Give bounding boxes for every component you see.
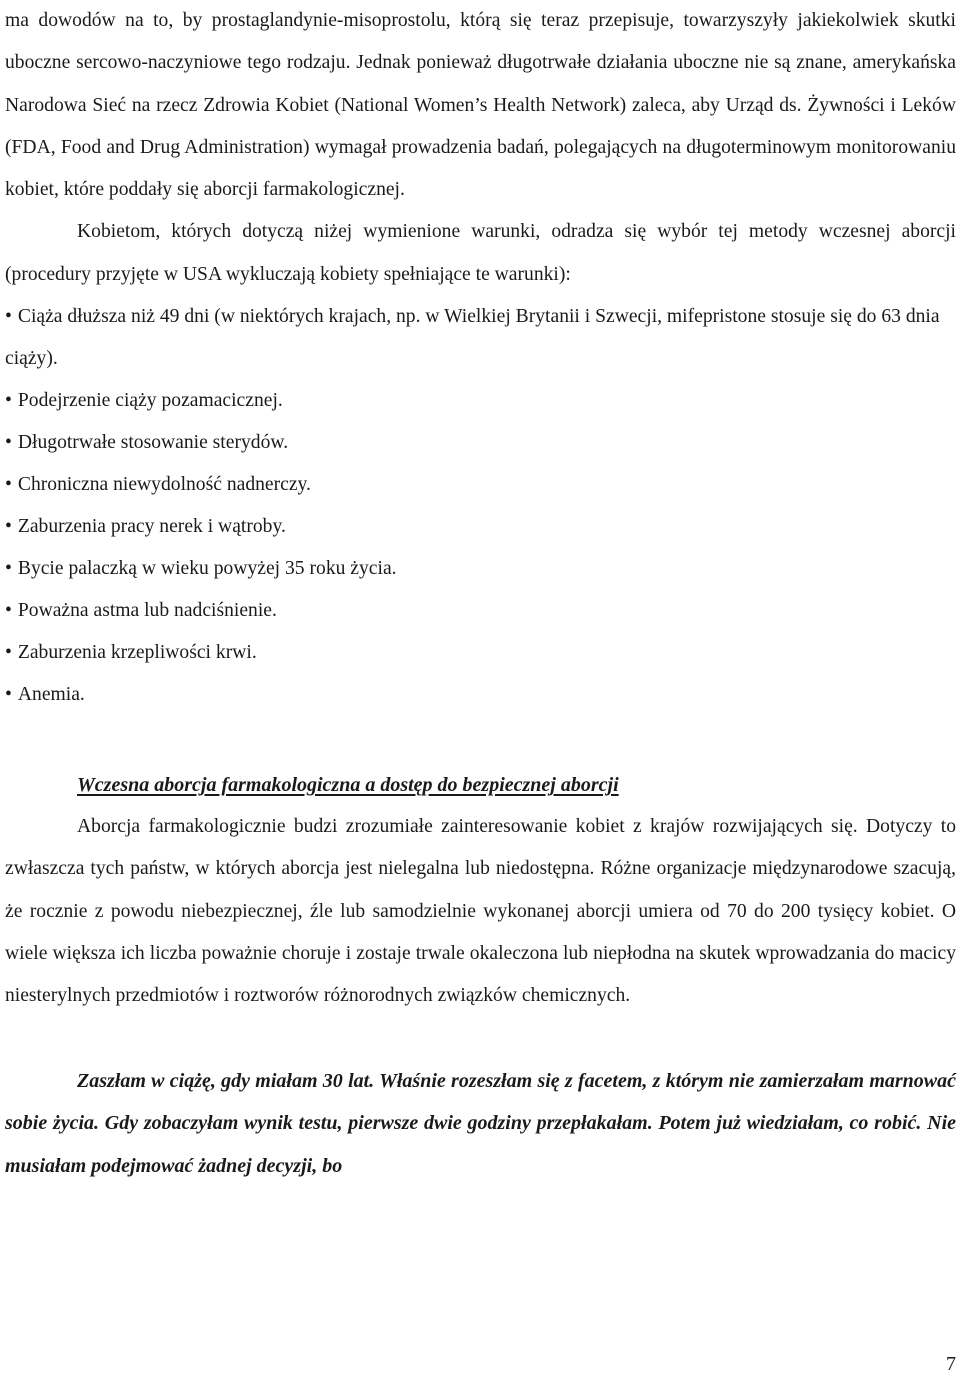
bullet-icon: •: [5, 390, 12, 412]
list-item-text: Chroniczna niewydolność nadnerczy.: [17, 474, 311, 496]
list-item: [5, 296, 956, 380]
list-item: [5, 590, 956, 632]
document-page: [5, 0, 956, 1187]
list-item-text: Zaburzenia krzepliwości krwi.: [17, 642, 257, 664]
bullet-icon: •: [5, 642, 12, 664]
list-item-text: Bycie palaczką w wieku powyżej 35 roku życia.: [17, 558, 397, 580]
bullet-icon: •: [5, 684, 12, 706]
list-item: [5, 464, 956, 506]
list-item-text: Anemia.: [17, 684, 85, 706]
bullet-icon: •: [5, 558, 12, 580]
list-item: [5, 506, 956, 548]
bullet-icon: •: [5, 306, 12, 328]
paragraph-section-body: Aborcja farmakologicznie budzi zrozumiałe zainteresowanie kobiet z krajów rozwijających się. Dotyczy to zwłaszcza tych państw, w których aborcja jest nielegalna lub niedostępna. Różne organizacje międzynarodowe szacują, że rocznie z powodu niebezpiecznej, źle lub samodzielnie wykonanej aborcji umiera od 70 do 200 tysięcy kobiet. O wiele większa ich liczba poważnie choruje i zostaje trwale okaleczona lub niepłodna na skutek wprowadzania do macicy niesterylnych przedmiotów i roztworów różnorodnych związków chemicznych.: [5, 816, 956, 1007]
list-item: [5, 548, 956, 590]
list-item-text: Długotrwałe stosowanie sterydów.: [17, 432, 289, 454]
bullet-icon: •: [5, 474, 12, 496]
page-number: 7: [946, 1353, 956, 1375]
list-item: [5, 674, 956, 716]
list-item: [5, 380, 956, 422]
testimonial-quote: Zaszłam w ciążę, gdy miałam 30 lat. Właśnie rozeszłam się z facetem, z którym nie zamierzałam marnować sobie życia. Gdy zobaczyłam wynik testu, pierwsze dwie godziny przepłakałam. Potem już wiedziałam, co robić. Nie musiałam podejmować żadnej decyzji, bo: [5, 1069, 956, 1177]
bullet-icon: •: [5, 432, 12, 454]
list-item: [5, 632, 956, 674]
list-item-text: Poważna astma lub nadciśnienie.: [17, 600, 277, 622]
paragraph-contraindications-intro: Kobietom, których dotyczą niżej wymienione warunki, odradza się wybór tej metody wczesnej aborcji (procedury przyjęte w USA wykluczają kobiety spełniające te warunki):: [5, 221, 956, 285]
paragraph-fda: ma dowodów na to, by prostaglandynie-misoprostolu, którą się teraz przepisuje, towarzyszyły jakiekolwiek skutki uboczne sercowo-naczyniowe tego rodzaju. Jednak ponieważ długotrwałe działania uboczne nie są znane, amerykańska Narodowa Sieć na rzecz Zdrowia Kobiet (National Women’s Health Network) zaleca, aby Urząd ds. Żywności i Leków (FDA, Food and Drug Administration) wymagał prowadzenia badań, polegających na długoterminowym monitorowaniu kobiet, które poddały się aborcji farmakologicznej.: [5, 10, 956, 201]
section-heading: Wczesna aborcja farmakologiczna a dostęp do bezpiecznej aborcji: [77, 774, 619, 797]
bullet-icon: •: [5, 516, 12, 538]
list-item-text: Zaburzenia pracy nerek i wątroby.: [17, 516, 286, 538]
list-item-text: Podejrzenie ciąży pozamacicznej.: [17, 390, 283, 412]
contraindications-list: [5, 296, 956, 716]
bullet-icon: •: [5, 600, 12, 622]
list-item: [5, 422, 956, 464]
list-item-text: Ciąża dłuższa niż 49 dni (w niektórych krajach, np. w Wielkiej Brytanii i Szwecji, mifepristone stosuje się do 63 dnia ciąży).: [5, 306, 940, 370]
